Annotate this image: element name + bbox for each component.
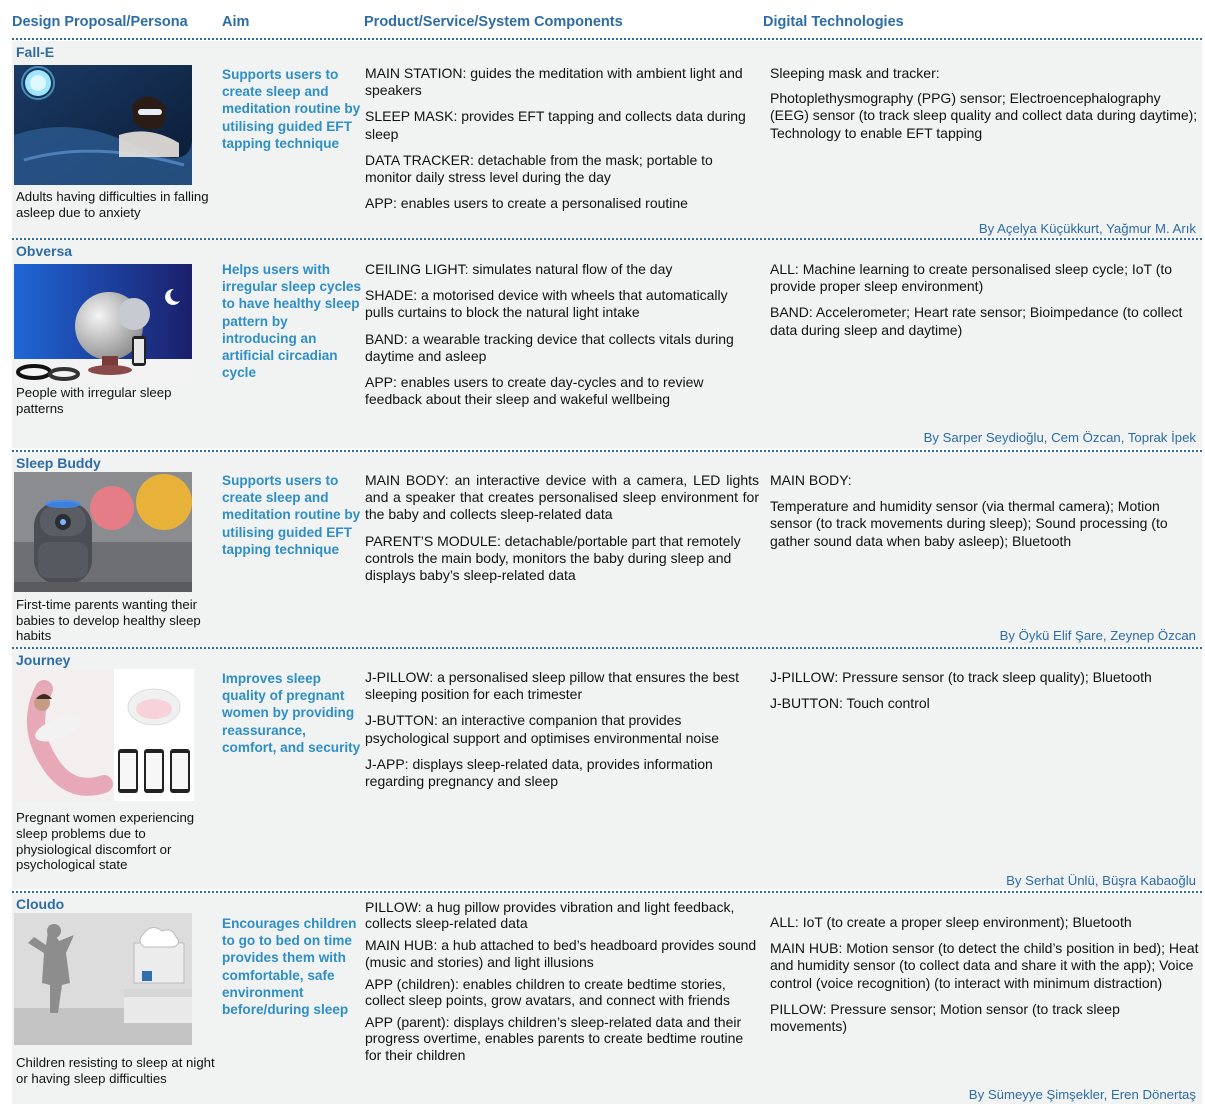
aim-text: Supports users to create sleep and meditation routine by utilising guided EFT tapping technique: [222, 473, 361, 557]
component-item: APP (parent): displays children’s sleep-related data and their progress overtime, enables parents to create bedtime routine for their children: [365, 1014, 744, 1063]
proposal-name: Obversa: [16, 243, 73, 259]
component-item: SHADE: a motorised device with wheels that automatically pulls curtains to block the natural light intake: [365, 287, 728, 321]
component-item: CEILING LIGHT: simulates natural flow of the day: [365, 261, 673, 277]
technology-item: Temperature and humidity sensor (via thermal camera); Motion sensor (to track movements during sleep); Sound processing (to gather sound data when baby asleep); Bluetooth: [770, 498, 1168, 549]
technology-item: BAND: Accelerometer; Heart rate sensor; Bioimpedance (to collect data during sleep and daytime): [770, 304, 1183, 338]
component-item: BAND: a wearable tracking device that collects vitals during daytime and asleep: [365, 330, 734, 364]
aim-text: Encourages children to go to bed on time provides them with comfortable, safe environment before/during sleep: [222, 916, 357, 1018]
technology-item: ALL: Machine learning to create personalised sleep cycle; IoT (to provide proper sleep environment): [770, 261, 1173, 295]
persona-text: First-time parents wanting their babies to develop healthy sleep habits: [16, 597, 201, 644]
table-row: [12, 240, 1202, 448]
technology-item: PILLOW: Pressure sensor; Motion sensor (to track sleep movements): [770, 1000, 1120, 1035]
fall-e-image: [14, 65, 192, 185]
component-item: SLEEP MASK: provides EFT tapping and collects data during sleep: [365, 108, 746, 142]
header-aim: Aim: [222, 14, 250, 30]
aim-text: Supports users to create sleep and meditation routine by utilising guided EFT tapping technique: [222, 67, 361, 151]
cloudo-image: [14, 913, 192, 1045]
components-list: [365, 899, 759, 1063]
proposal-name: Fall-E: [16, 44, 55, 60]
persona-text: Pregnant women experiencing sleep problems due to physiological discomfort or psychological state: [16, 810, 195, 873]
proposal-name: Journey: [16, 652, 71, 668]
table-row: [12, 41, 1202, 237]
divider: [12, 38, 1202, 40]
components-list: [365, 65, 759, 221]
header-design-proposal: Design Proposal/Persona: [12, 14, 188, 30]
table-header: [0, 0, 1205, 38]
proposal-name: Sleep Buddy: [16, 455, 101, 471]
technology-item: J-BUTTON: Touch control: [770, 695, 930, 712]
technologies-list: [770, 65, 1200, 151]
component-item: APP: enables users to create a personalised routine: [365, 195, 688, 212]
component-item: APP (children): enables children to create bedtime stories, collect sleep points, grow avatars, and connect with friends: [365, 975, 730, 1009]
components-list: [365, 472, 759, 593]
persona-text: People with irregular sleep patterns: [16, 385, 172, 416]
authors-byline: By Açelya Küçükkurt, Yağmur M. Arık: [978, 221, 1196, 236]
sleep-buddy-image: [14, 472, 192, 592]
authors-byline: By Öykü Elif Şare, Zeynep Özcan: [999, 628, 1196, 643]
authors-byline: By Sümeyye Şimşekler, Eren Dönertaş: [968, 1087, 1196, 1102]
header-digital-technologies: Digital Technologies: [763, 14, 904, 30]
component-item: J-PILLOW: a personalised sleep pillow that ensures the best sleeping position for each trimester: [365, 669, 740, 703]
component-item: J-BUTTON: an interactive companion that provides psychological support and optimises environmental noise: [365, 712, 720, 746]
authors-byline: By Serhat Ünlü, Büşra Kabaoğlu: [1006, 873, 1196, 888]
component-item: MAIN STATION: guides the meditation with ambient light and speakers: [365, 65, 743, 99]
table-row: [12, 452, 1202, 646]
component-item: J-APP: displays sleep-related data, provides information regarding pregnancy and sleep: [365, 755, 713, 790]
component-item: MAIN HUB: a hub attached to bed’s headboard provides sound (music and stories) and light illusions: [365, 937, 757, 970]
technologies-list: [770, 669, 1200, 721]
component-item: DATA TRACKER: detachable from the mask; portable to monitor daily stress level during the day: [365, 151, 713, 186]
component-item: APP: enables users to create day-cycles and to review feedback about their sleep and wakeful wellbeing: [365, 374, 704, 408]
technology-item: ALL: IoT (to create a proper sleep environment); Bluetooth: [770, 914, 1132, 930]
technologies-list: [770, 261, 1200, 348]
technologies-list: [770, 472, 1200, 559]
aim-text: Improves sleep quality of pregnant women by providing reassurance, comfort, and security: [222, 671, 361, 755]
technology-item: Photoplethysmography (PPG) sensor; Electroencephalography (EEG) sensor (to track sleep quality and collect data during daytime); Technology to enable EFT tapping: [770, 90, 1198, 141]
technology-item: MAIN HUB: Motion sensor (to detect the child’s position in bed); Heat and humidity sensor (to collect data and share it with the app); Voice control (voice recognition) (to interact with minimum distraction): [770, 940, 1199, 991]
technology-item: Sleeping mask and tracker:: [770, 65, 940, 81]
persona-text: Children resisting to sleep at night or having sleep difficulties: [16, 1055, 215, 1086]
aim-text: Helps users with irregular sleep cycles to have healthy sleep pattern by introducing an artificial circadian cycle: [222, 262, 362, 381]
proposal-name: Cloudo: [16, 896, 65, 912]
components-list: [365, 261, 759, 417]
component-item: PILLOW: a hug pillow provides vibration and light feedback, collects sleep-related data: [365, 899, 735, 932]
technologies-list: [770, 914, 1200, 1044]
technology-item: J-PILLOW: Pressure sensor (to track sleep quality); Bluetooth: [770, 669, 1152, 685]
header-components: Product/Service/System Components: [364, 14, 623, 30]
table-row: [12, 893, 1202, 1104]
table-row: [12, 649, 1202, 889]
component-item: MAIN BODY: an interactive device with a camera, LED lights and a speaker that creates personalised sleep environment for the baby and collects sleep-related data: [365, 472, 759, 523]
obversa-image: [14, 264, 192, 384]
technology-item: MAIN BODY:: [770, 472, 852, 488]
journey-image: [14, 669, 194, 801]
components-list: [365, 669, 759, 799]
component-item: PARENT’S MODULE: detachable/portable part that remotely controls the main body, monitors the baby during sleep and displays baby’s sleep-related data: [365, 532, 741, 584]
persona-text: Adults having difficulties in falling asleep due to anxiety: [16, 189, 209, 220]
authors-byline: By Sarper Seydioğlu, Cem Özcan, Toprak İpek: [923, 430, 1196, 445]
